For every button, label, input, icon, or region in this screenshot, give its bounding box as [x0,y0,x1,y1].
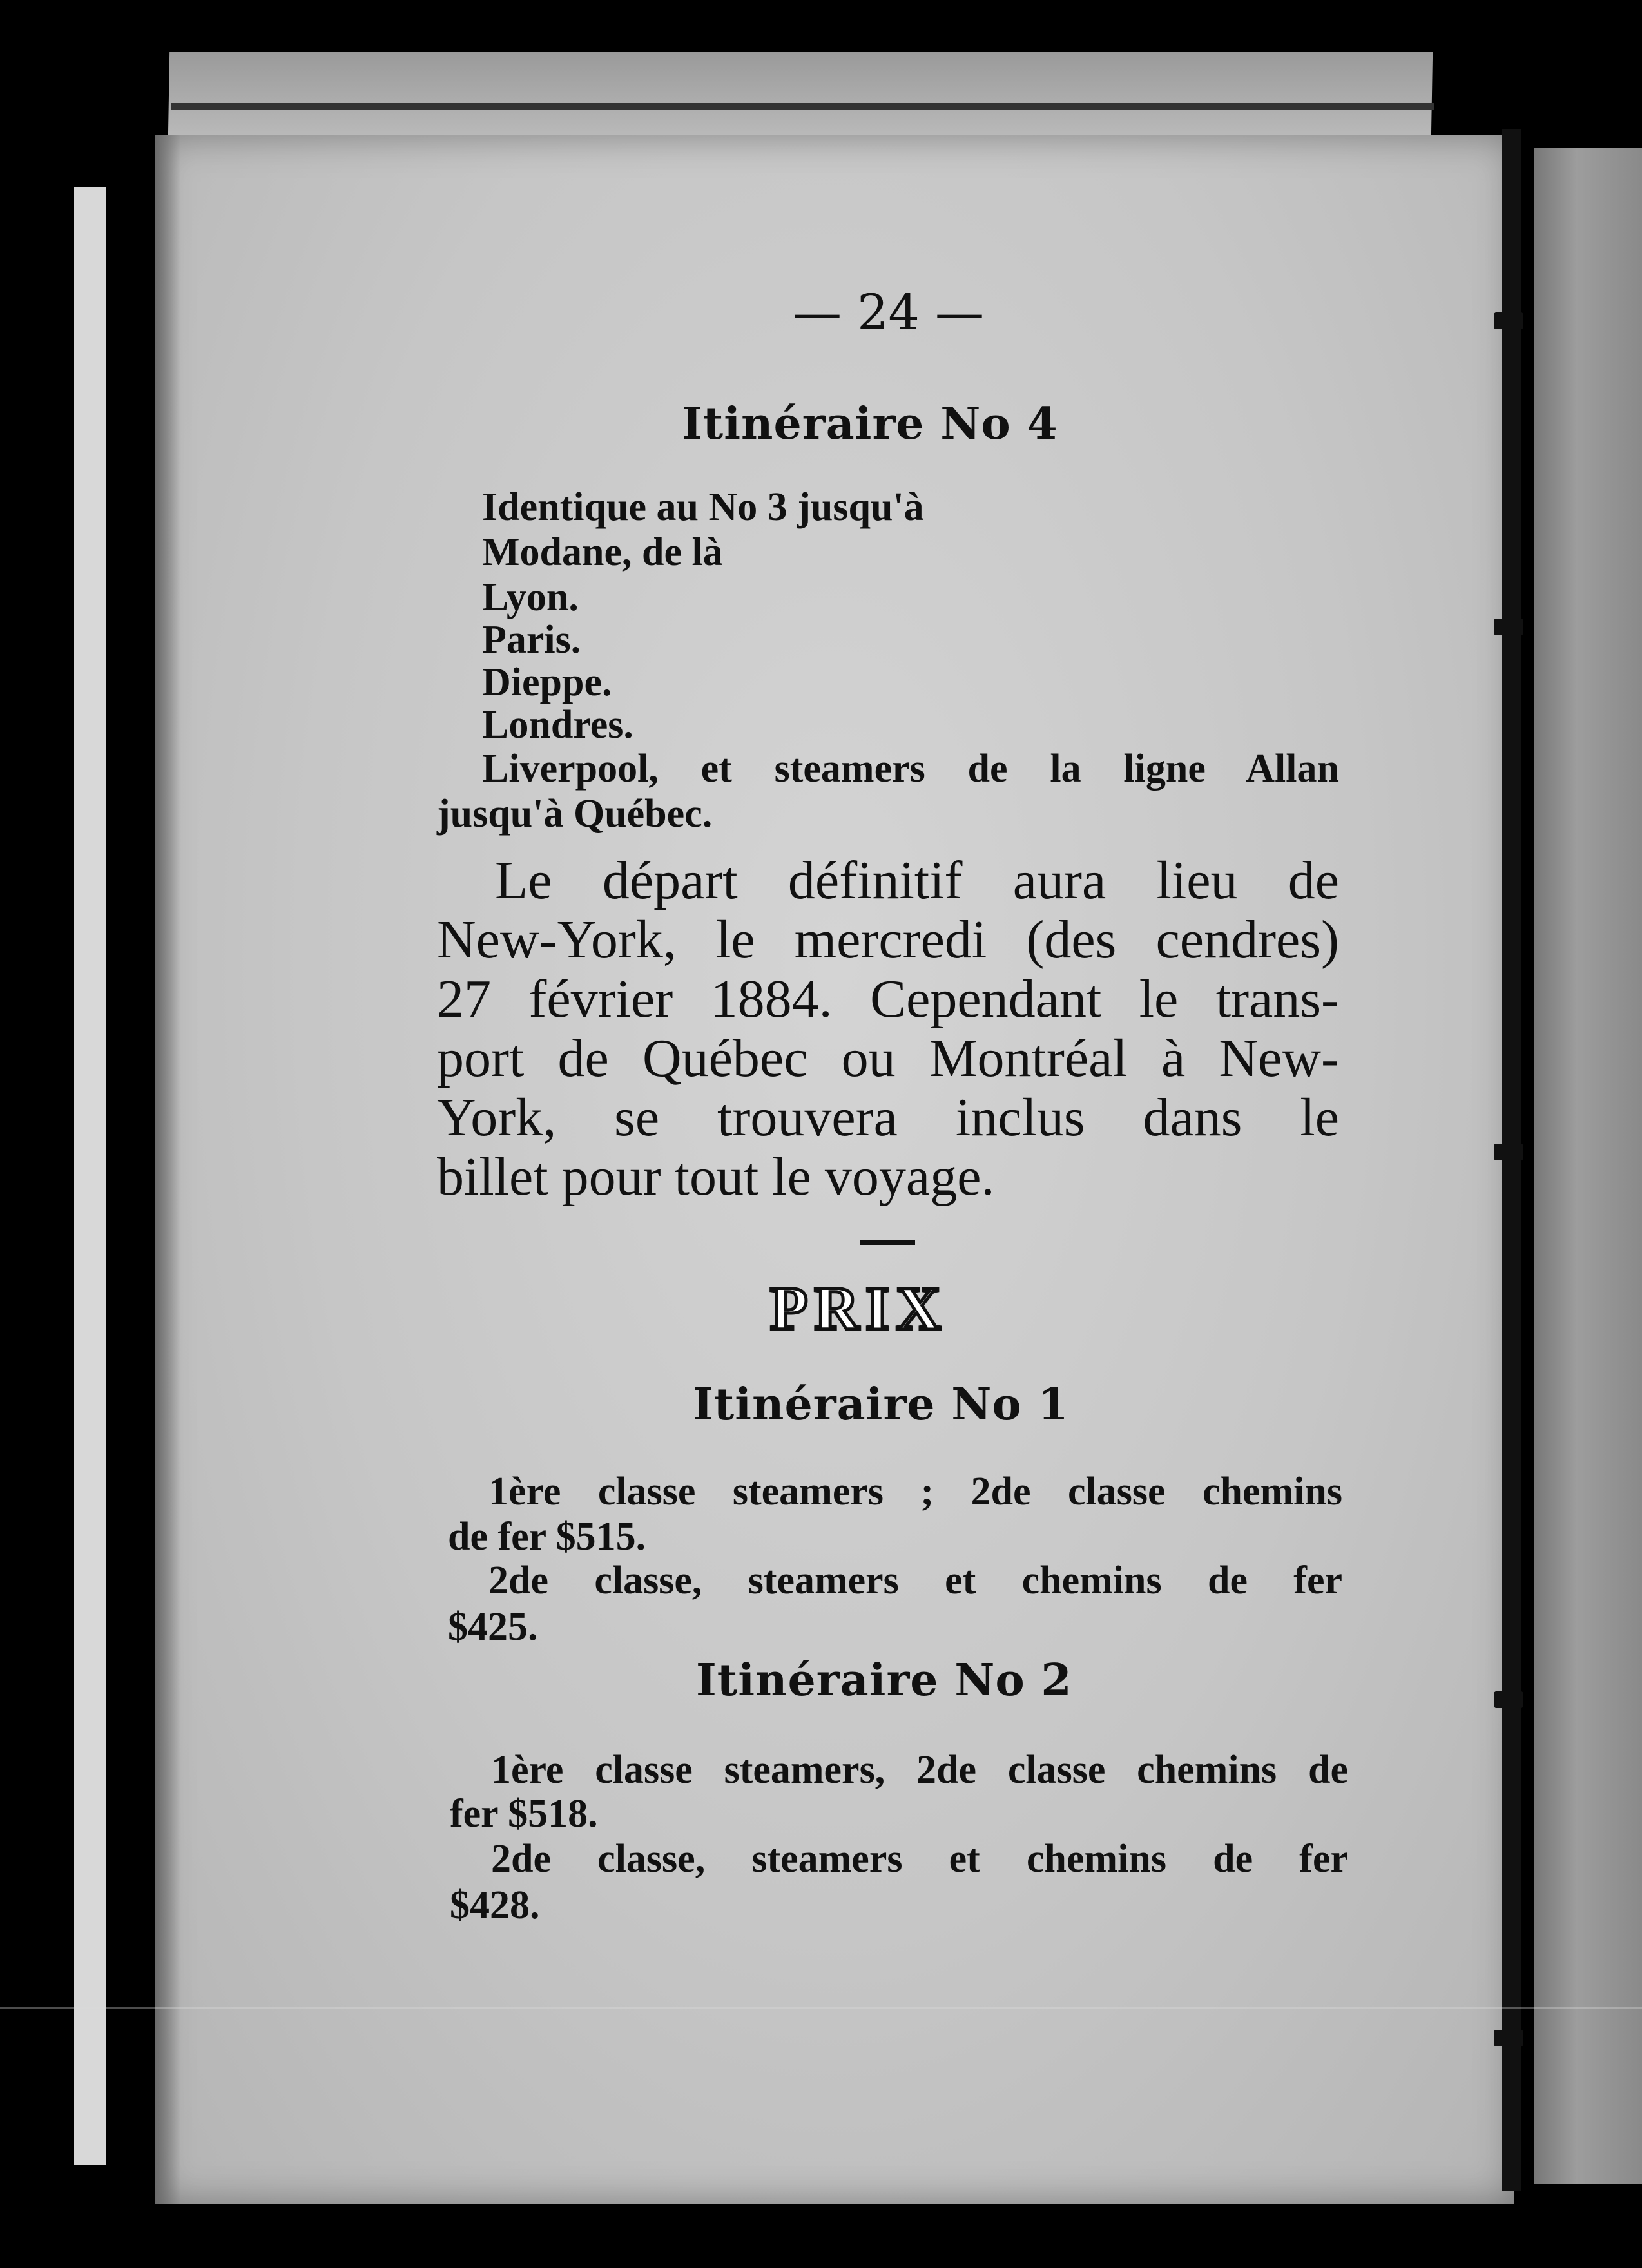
itineraire-4-line: Paris. [482,618,581,662]
page-shadow [155,135,180,2204]
section-separator [860,1240,915,1245]
itineraire-2-line: fer $518. [450,1792,598,1836]
adjacent-page [1534,148,1642,2184]
page-number: — 24 — [793,284,985,341]
depart-line: billet pour tout le voyage. [437,1147,995,1207]
itineraire-4-line: Dieppe. [482,660,612,704]
itineraire-2-line: 2de classe, steamers et chemins de fer [491,1837,1348,1881]
film-scan-line [0,2007,1642,2009]
itineraire-2-title: Itinéraire No 2 [696,1655,1072,1706]
itineraire-1-title: Itinéraire No 1 [693,1379,1069,1430]
binding-mark [1494,312,1523,329]
depart-line: New-York, le mercredi (des cendres) [437,910,1339,970]
depart-line: York, se trouvera inclus dans le [437,1088,1339,1148]
prix-heading: PRIX [770,1274,947,1343]
binding-mark [1494,1144,1523,1160]
itineraire-4-line: jusqu'à Québec. [437,792,713,836]
itineraire-4-line: Londres. [482,703,633,747]
depart-line: Le départ définitif aura lieu de [495,850,1339,910]
itineraire-1-line: de fer $515. [448,1515,646,1559]
binding-mark [1494,1691,1523,1708]
page-stack-edge [168,52,1433,139]
itineraire-1-line: 2de classe, steamers et chemins de fer [488,1559,1342,1602]
itineraire-4-line: Lyon. [482,575,579,619]
itineraire-4-line: Modane, de là [482,530,723,574]
itineraire-4-title: Itinéraire No 4 [682,398,1058,450]
itineraire-2-line: 1ère classe steamers, 2de classe chemins de [491,1748,1348,1792]
itineraire-2-line: $428. [450,1883,540,1927]
film-edge [74,187,106,2165]
itineraire-1-line: $425. [448,1605,538,1649]
itineraire-4-line: Identique au No 3 jusqu'à [482,485,924,529]
itineraire-1-line: 1ère classe steamers ; 2de classe chemins [488,1470,1342,1514]
itineraire-4-line: Liverpool, et steamers de la ligne Allan [482,747,1339,791]
depart-line: port de Québec ou Montréal à New- [437,1028,1339,1088]
depart-line: 27 février 1884. Cependant le trans- [437,969,1339,1029]
binding-mark [1494,619,1523,635]
page-stack-line [171,103,1434,110]
binding-mark [1494,2030,1523,2046]
